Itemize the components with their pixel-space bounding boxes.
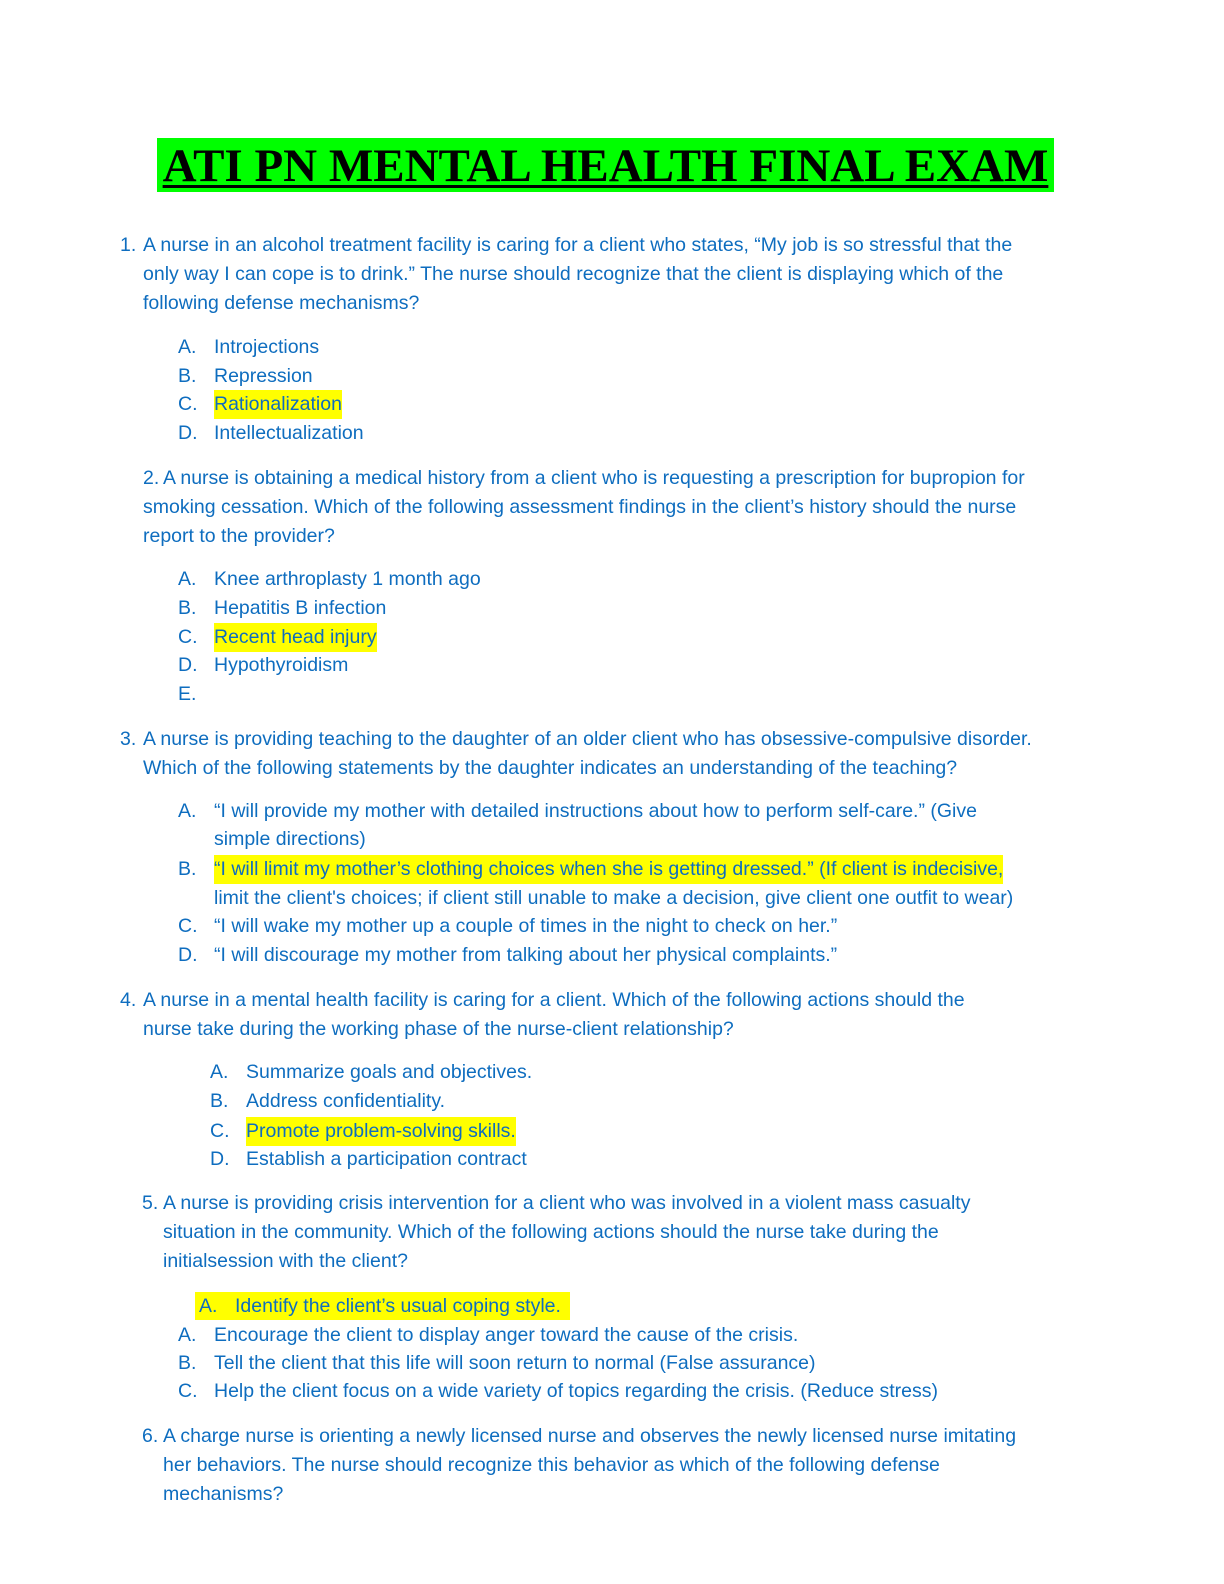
option-letter: D. [178, 654, 198, 676]
option-letter: A. [199, 1295, 218, 1317]
question-line: situation in the community. Which of the following actions should the nurse take during the [163, 1221, 939, 1243]
option-letter: E. [178, 683, 197, 705]
option-letter: B. [178, 365, 197, 387]
question-number: 5. [142, 1192, 159, 1214]
option-text: Hypothyroidism [214, 654, 349, 676]
question-line: smoking cessation. Which of the following assessment findings in the client’s history should the nurse [143, 496, 1017, 518]
option-text-continued: limit the client's choices; if client still unable to make a decision, give client one outfit to wear) [214, 887, 1014, 909]
option-text: Establish a participation contract [246, 1148, 527, 1170]
question-line: A nurse in an alcohol treatment facility is caring for a client who states, “My job is so stressful that the [143, 234, 1013, 256]
question-line: initialsession with the client? [163, 1250, 408, 1272]
option-text: Help the client focus on a wide variety of topics regarding the crisis. (Reduce stress) [214, 1380, 938, 1402]
option-letter: C. [178, 393, 198, 415]
question-line: A nurse is providing teaching to the daughter of an older client who has obsessive-compulsive disorder. [143, 728, 1032, 750]
option-text: “I will discourage my mother from talking about her physical complaints.” [214, 944, 838, 966]
option-text-highlighted: Identify the client’s usual coping style. [235, 1295, 561, 1317]
option-letter: C. [178, 626, 198, 648]
question-number: 4. [120, 989, 137, 1011]
question-5 [0, 1189, 1224, 1279]
question-number: 3. [120, 728, 137, 750]
option-text: Knee arthroplasty 1 month ago [214, 568, 481, 590]
option-text: Tell the client that this life will soon return to normal (False assurance) [214, 1352, 816, 1374]
page-title: ATI PN MENTAL HEALTH FINAL EXAM [162, 140, 1049, 192]
question-6 [0, 1422, 1224, 1512]
option-text: Address confidentiality. [246, 1090, 446, 1112]
option-letter: D. [178, 422, 198, 444]
question-number: 1. [120, 234, 137, 256]
question-line: A nurse in a mental health facility is caring for a client. Which of the following actions should the [143, 989, 965, 1011]
question-line: nurse take during the working phase of the nurse-client relationship? [143, 1018, 734, 1040]
option-letter: A. [210, 1061, 229, 1083]
question-line: only way I can cope is to drink.” The nurse should recognize that the client is displaying which of the [143, 263, 1004, 285]
question-3 [0, 725, 1224, 785]
option-text: Introjections [214, 336, 320, 358]
question-line: her behaviors. The nurse should recognize this behavior as which of the following defense [163, 1454, 940, 1476]
question-line: A nurse is providing crisis intervention for a client who was involved in a violent mass casualty [163, 1192, 971, 1214]
question-4 [0, 986, 1224, 1046]
question-line: report to the provider? [143, 525, 335, 547]
option-text-highlighted: Recent head injury [214, 623, 377, 652]
option-text: “I will wake my mother up a couple of times in the night to check on her.” [214, 915, 838, 937]
option-letter: B. [178, 858, 197, 880]
question-line: A nurse is obtaining a medical history from a client who is requesting a prescription for bupropion for [163, 467, 1025, 489]
option-text: Summarize goals and objectives. [246, 1061, 533, 1083]
option-text: Repression [214, 365, 313, 387]
question-line: mechanisms? [163, 1483, 284, 1505]
question-line: A charge nurse is orienting a newly licensed nurse and observes the newly licensed nurse imitating [163, 1425, 1017, 1447]
option-text-continued: simple directions) [214, 828, 366, 850]
option-letter: A. [178, 1324, 197, 1346]
option-letter: D. [178, 944, 198, 966]
option-text-highlighted: “I will limit my mother’s clothing choices when she is getting dressed.” (If client is indecisive, [214, 855, 1003, 884]
option-letter: B. [178, 597, 197, 619]
title-banner [157, 138, 1054, 192]
option-letter: A. [178, 800, 197, 822]
question-1 [0, 231, 1224, 321]
option-text: Intellectualization [214, 422, 364, 444]
question-number: 2. [143, 467, 160, 489]
question-2 [0, 464, 1224, 554]
question-line: Which of the following statements by the daughter indicates an understanding of the teaching? [143, 757, 958, 779]
option-letter: C. [178, 915, 198, 937]
option-letter: C. [178, 1380, 198, 1402]
question-line: following defense mechanisms? [143, 292, 420, 314]
option-letter: A. [178, 336, 197, 358]
option-letter: D. [210, 1148, 230, 1170]
option-letter: B. [178, 1352, 197, 1374]
option-text: Hepatitis B infection [214, 597, 387, 619]
option-text-highlighted: Promote problem-solving skills. [246, 1117, 516, 1146]
option-text-highlighted: Rationalization [214, 390, 342, 419]
option-text: “I will provide my mother with detailed instructions about how to perform self-care.” (Give [214, 800, 977, 822]
option-text: Encourage the client to display anger toward the cause of the crisis. [214, 1324, 799, 1346]
option-letter: B. [210, 1090, 229, 1112]
question-number: 6. [142, 1425, 159, 1447]
option-letter: A. [178, 568, 197, 590]
option-letter: C. [210, 1120, 230, 1142]
